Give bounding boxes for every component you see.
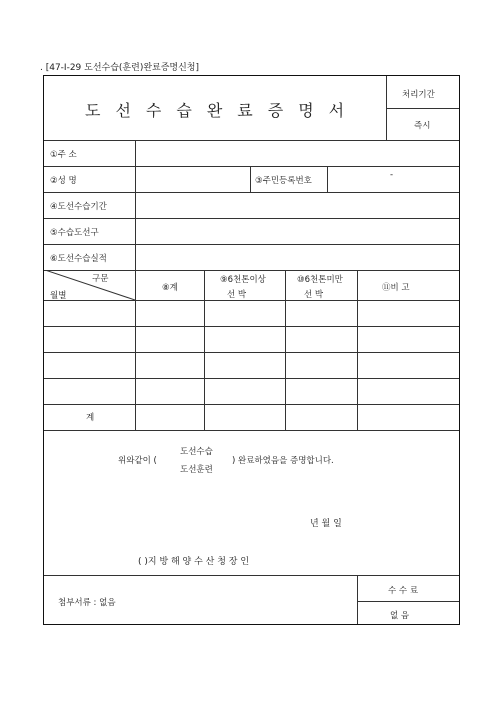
form-reference: . [47-Ⅰ-29 도선수습(훈련)완료증명신청] <box>40 63 200 73</box>
processing-period-value: 즉시 <box>414 121 431 131</box>
fee-value: 없 음 <box>390 611 410 621</box>
statement-option-drill: 도선훈련 <box>180 465 213 475</box>
col-note-header: ⑪비 고 <box>382 283 410 293</box>
col-total-header: ⑧계 <box>162 283 178 293</box>
col-under-6000-top: ⑩6천톤미만 <box>297 275 343 285</box>
attachments-note: 첨부서류 : 없음 <box>58 598 116 608</box>
processing-period-label: 처리기간 <box>402 90 435 100</box>
date-line: 년 월 일 <box>310 519 342 529</box>
address-label: ①주 소 <box>50 150 77 160</box>
training-record-label: ⑥도선수습실적 <box>50 254 107 264</box>
col-under-6000-bottom: 선 박 <box>304 290 324 300</box>
statement-prefix: 위와같이 ( <box>118 456 157 466</box>
issuer-line: ( )지 방 해 양 수 산 청 장 인 <box>138 557 250 567</box>
col-over-6000-bottom: 선 박 <box>227 290 247 300</box>
training-period-label: ④도선수습기간 <box>50 202 107 212</box>
training-area-label: ⑤수습도선구 <box>50 228 99 238</box>
certificate-form <box>43 75 460 625</box>
statement-suffix: ) 완료하였음을 증명합니다. <box>232 456 334 466</box>
statement-option-training: 도선수습 <box>180 447 213 457</box>
col-over-6000-top: ⑨6천톤이상 <box>220 275 266 285</box>
document-title: 도선수습완료증명서 <box>85 101 360 120</box>
corner-header-top: 구문 <box>92 274 109 284</box>
fee-label: 수 수 료 <box>388 586 419 596</box>
name-label: ②성 명 <box>50 176 77 186</box>
corner-header-bottom: 월별 <box>50 291 67 301</box>
resident-number-label: ③주민등록번호 <box>255 176 312 186</box>
total-row-label: 계 <box>86 413 95 423</box>
resident-number-value: - <box>390 170 394 180</box>
